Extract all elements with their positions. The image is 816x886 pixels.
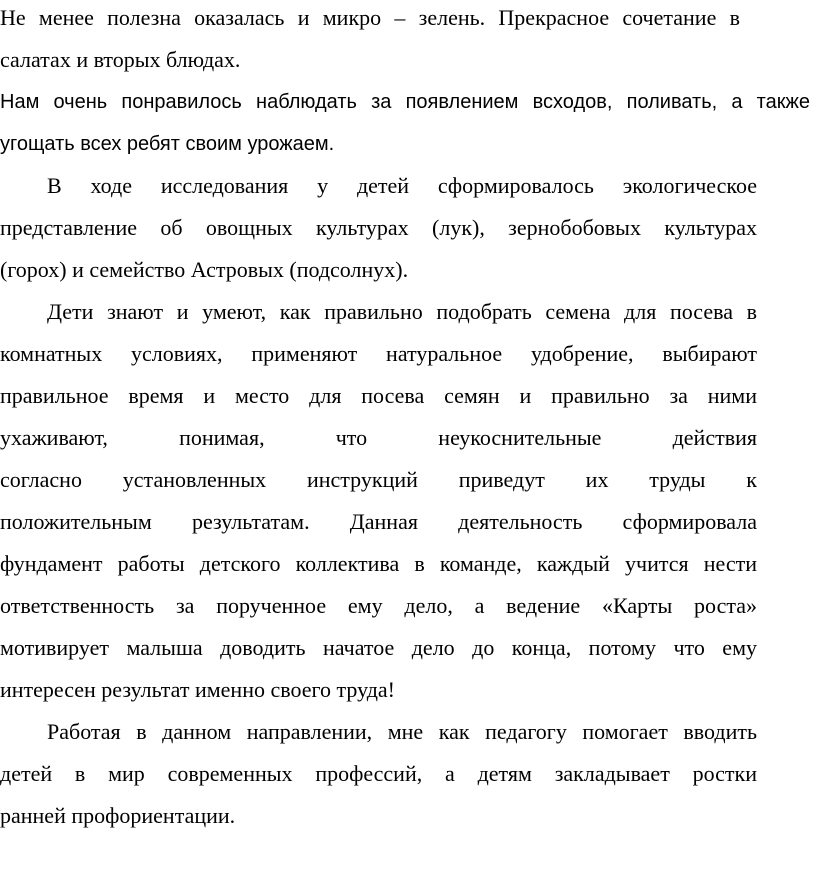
text-line: Не менее полезна оказалась и микро – зелень. Прекрасное сочетание в xyxy=(0,5,740,30)
text-line: Дети знают и умеют, как правильно подобрать семена для посева в xyxy=(47,299,757,324)
text-line: угощать всех ребят своим урожаем. xyxy=(0,133,335,155)
text-line: правильное время и место для посева семян и правильно за ними xyxy=(0,383,757,408)
text-line: ответственность за порученное ему дело, а ведение «Карты роста» xyxy=(0,593,757,618)
text-line: согласно установленных инструкций приведут их труды к xyxy=(0,467,757,492)
text-line: интересен результат именно своего труда! xyxy=(0,677,395,702)
text-line: мотивирует малыша доводить начатое дело до конца, потому что ему xyxy=(0,635,757,660)
text-line: положительным результатам. Данная деятельность сформировала xyxy=(0,509,757,534)
text-line: ухаживают, понимая, что неукоснительные действия xyxy=(0,425,757,450)
text-line: ранней профориентации. xyxy=(0,803,236,828)
text-line: представление об овощных культурах (лук), зернобобовых культурах xyxy=(0,215,757,240)
text-line: комнатных условиях, применяют натуральное удобрение, выбирают xyxy=(0,341,757,366)
text-line: В ходе исследования у детей сформировалось экологическое xyxy=(47,173,757,198)
text-line: детей в мир современных профессий, а детям закладывает ростки xyxy=(0,761,757,786)
text-line: Нам очень понравилось наблюдать за появлением всходов, поливать, а также xyxy=(0,91,810,113)
text-line: салатах и вторых блюдах. xyxy=(0,47,241,72)
text-line: фундамент работы детского коллектива в команде, каждый учится нести xyxy=(0,551,757,576)
text-line: (горох) и семейство Астровых (подсолнух). xyxy=(0,257,409,282)
text-line: Работая в данном направлении, мне как педагогу помогает вводить xyxy=(47,719,757,744)
